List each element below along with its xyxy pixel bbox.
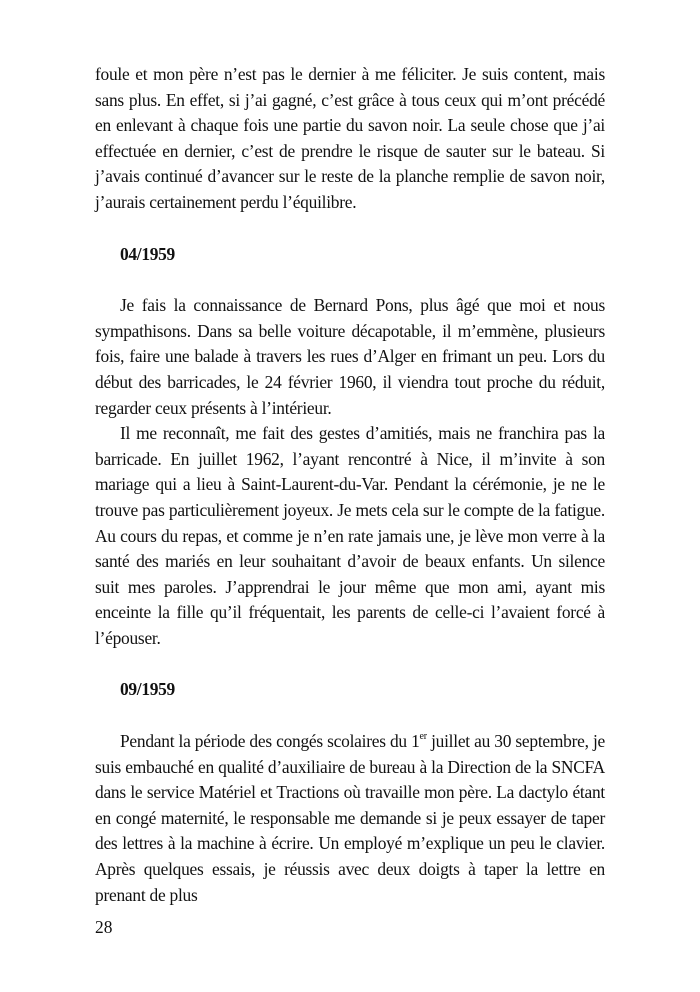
- paragraph-sncfa: [95, 729, 605, 908]
- date-heading-09-1959: 09/1959: [120, 679, 175, 700]
- date-heading-04-1959: 04/1959: [120, 243, 175, 264]
- page-number: 28: [95, 917, 113, 937]
- superscript-er: er: [419, 731, 427, 743]
- page-body: [95, 62, 605, 908]
- paragraph-savon-noir: foule et mon père n’est pas le dernier à me féliciter. Je suis content, mais sans plus. En effet, si j’ai gagné, c’est grâce à tous ceux qui m’ont précédé en enlevant à chaque fois une partie du savon noir. La seule chose que j’ai effectuée en dernier, c’est de prendre le risque de sauter sur le bateau. Si j’avais continué d’avancer sur le reste de la planche remplie de savon noir, j’aurais certainement perdu l’équilibre.: [95, 64, 605, 212]
- paragraph-mariage: Il me reconnaît, me fait des gestes d’amitiés, mais ne franchira pas la barricade. En juillet 1962, l’ayant rencontré à Nice, il m’invite à son mariage qui a lieu à Saint-Laurent-du-Var. Pendant la cérémonie, je ne le trouve pas particulièrement joyeux. Je mets cela sur le compte de la fatigue. Au cours du repas, et comme je n’en rate jamais une, je lève mon verre à la santé des mariés en leur souhaitant d’avoir de beaux enfants. Un silence suit mes paroles. J’apprendrai le jour même que mon ami, ayant mis enceinte la fille qu’il fréquentait, les parents de celle-ci l’avaient forcé à l’épouser.: [95, 423, 605, 648]
- paragraph-sncfa-start: Pendant la période des congés scolaires du 1: [120, 731, 420, 752]
- paragraph-bernard-pons: Je fais la connaissance de Bernard Pons, plus âgé que moi et nous sympathisons. Dans sa belle voiture décapotable, il m’emmène, plusieurs fois, faire une balade à travers les rues d’Alger en frimant un peu. Lors du début des barricades, le 24 février 1960, il viendra tout proche du réduit, regarder ceux présents à l’intérieur.: [95, 295, 605, 418]
- paragraph-sncfa-rest: juillet au 30 septembre, je suis embauché en qualité d’auxiliaire de bureau à la Direction de la SNCFA dans le service Matériel et Tractions où travaille mon père. La dactylo étant en congé maternité, le responsable me demande si je peux essayer de taper des lettres à la machine à écrire. Un employé m’explique un peu le clavier. Après quelques essais, je réussis avec deux doigts à taper la lettre en prenant de plus: [95, 731, 606, 905]
